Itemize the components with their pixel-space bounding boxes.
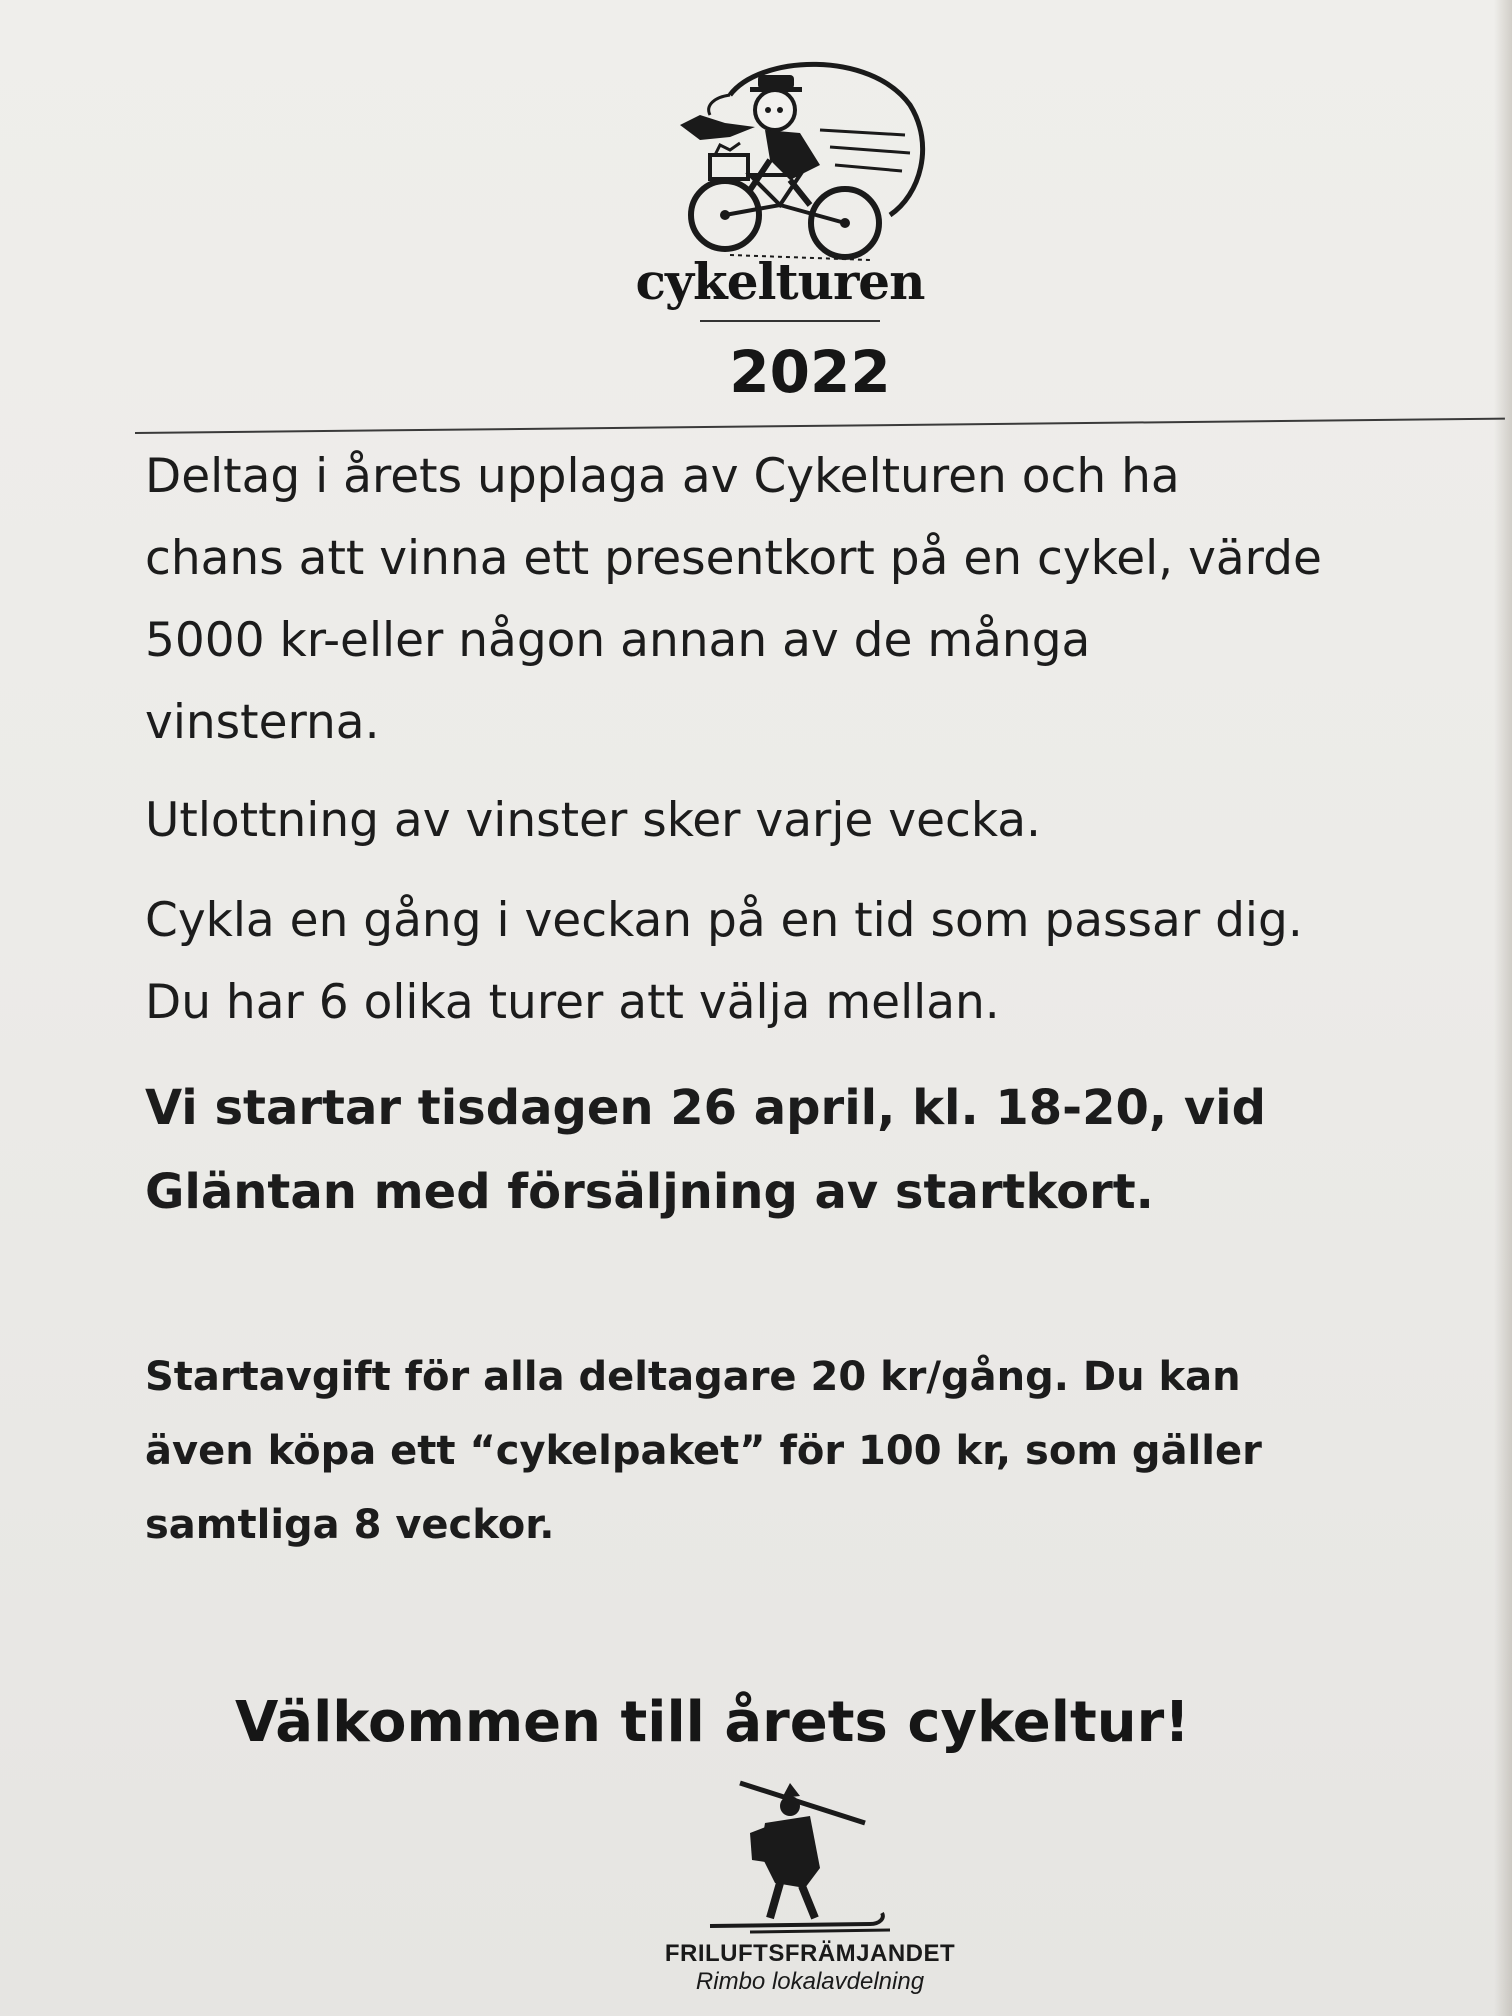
organization-subtitle: Rimbo lokalavdelning (695, 1968, 925, 1995)
cyclist-illustration-icon (670, 55, 930, 265)
schedule-paragraph: Cykla en gång i veckan på en tid som passar dig. Du har 6 olika turer att välja mellan. (145, 893, 1303, 1030)
organization-name: FRILUFTSFRÄMJANDET (664, 1940, 956, 1967)
year-heading: 2022 (729, 338, 891, 406)
welcome-heading: Välkommen till årets cykeltur! (235, 1690, 1190, 1755)
brand-underline (700, 320, 880, 322)
fee-paragraph: Startavgift för alla deltagare 20 kr/gång. Du kan även köpa ett “cykelpaket” för 100 kr, som gäller samtliga 8 veckor. (145, 1354, 1262, 1548)
brand-title: cykelturen (635, 252, 925, 311)
start-date-paragraph: Vi startar tisdagen 26 april, kl. 18-20, vid Gläntan med försäljning av startkort. (145, 1080, 1266, 1220)
intro-paragraph: Deltag i årets upplaga av Cykelturen och ha chans att vinna ett presentkort på en cykel, värde 5000 kr-eller någon annan av de många vinsterna. (145, 449, 1322, 750)
prize-draw-paragraph: Utlottning av vinster sker varje vecka. (145, 793, 1041, 848)
skier-illustration-icon (690, 1768, 920, 1938)
paper-edge-shadow (1494, 0, 1512, 2016)
